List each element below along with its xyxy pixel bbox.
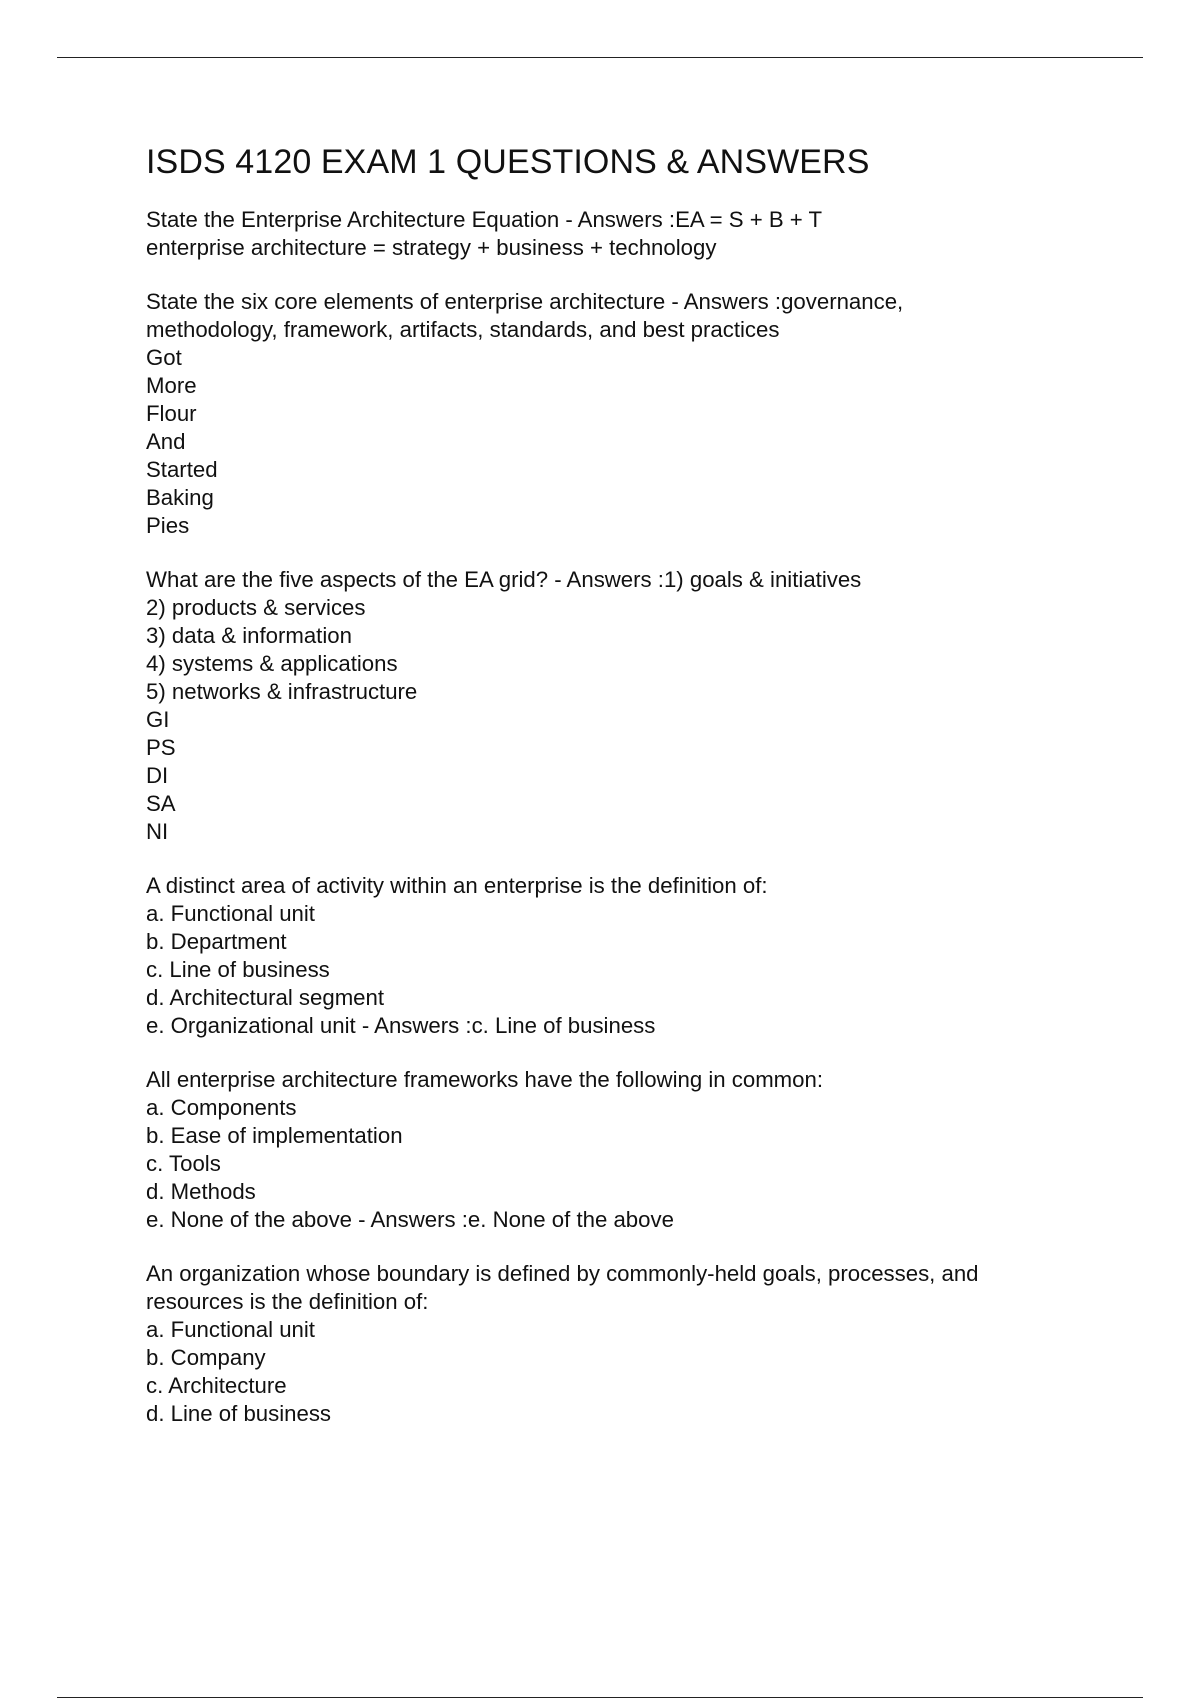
document-page [146, 138, 1086, 1454]
qa-line: SA [146, 791, 176, 816]
qa-line: PS [146, 735, 176, 760]
qa-block-core-elements [146, 288, 1086, 540]
qa-block-distinct-area [146, 872, 1086, 1040]
qa-line: b. Department [146, 929, 287, 954]
qa-line: An organization whose boundary is defined by commonly-held goals, processes, and [146, 1261, 979, 1286]
qa-line: State the Enterprise Architecture Equation - Answers :EA = S + B + T [146, 207, 823, 232]
qa-line: 5) networks & infrastructure [146, 679, 418, 704]
qa-line: b. Company [146, 1345, 266, 1370]
qa-line: c. Tools [146, 1151, 221, 1176]
qa-line: 3) data & information [146, 623, 352, 648]
qa-block-ea-equation [146, 206, 1086, 262]
top-rule [57, 57, 1143, 58]
qa-line: d. Methods [146, 1179, 256, 1204]
qa-line: 4) systems & applications [146, 651, 398, 676]
qa-line: a. Functional unit [146, 901, 315, 926]
qa-line: DI [146, 763, 169, 788]
qa-line: GI [146, 707, 170, 732]
qa-block-ea-grid [146, 566, 1086, 846]
qa-line: State the six core elements of enterprise architecture - Answers :governance, [146, 289, 904, 314]
qa-line: d. Architectural segment [146, 985, 385, 1010]
qa-line: Pies [146, 513, 190, 538]
qa-block-organization-boundary [146, 1260, 1086, 1428]
qa-line: Baking [146, 485, 214, 510]
qa-line: Got [146, 345, 182, 370]
qa-block-frameworks-common [146, 1066, 1086, 1234]
qa-line: And [146, 429, 186, 454]
qa-line: All enterprise architecture frameworks have the following in common: [146, 1067, 824, 1092]
qa-line: What are the five aspects of the EA grid? - Answers :1) goals & initiatives [146, 567, 862, 592]
qa-line: 2) products & services [146, 595, 366, 620]
qa-line: e. None of the above - Answers :e. None of the above [146, 1207, 674, 1232]
qa-line: NI [146, 819, 169, 844]
qa-line: resources is the definition of: [146, 1289, 429, 1314]
qa-line: b. Ease of implementation [146, 1123, 403, 1148]
qa-line: d. Line of business [146, 1401, 332, 1426]
qa-line: A distinct area of activity within an enterprise is the definition of: [146, 873, 768, 898]
qa-line: methodology, framework, artifacts, standards, and best practices [146, 317, 780, 342]
qa-line: c. Architecture [146, 1373, 287, 1398]
bottom-rule [57, 1697, 1143, 1698]
qa-line: Started [146, 457, 218, 482]
qa-line: a. Functional unit [146, 1317, 315, 1342]
qa-line: enterprise architecture = strategy + business + technology [146, 235, 717, 260]
document-title: ISDS 4120 EXAM 1 QUESTIONS & ANSWERS [146, 143, 870, 181]
qa-line: Flour [146, 401, 197, 426]
qa-line: More [146, 373, 197, 398]
qa-line: a. Components [146, 1095, 297, 1120]
qa-line: e. Organizational unit - Answers :c. Line of business [146, 1013, 656, 1038]
qa-line: c. Line of business [146, 957, 330, 982]
